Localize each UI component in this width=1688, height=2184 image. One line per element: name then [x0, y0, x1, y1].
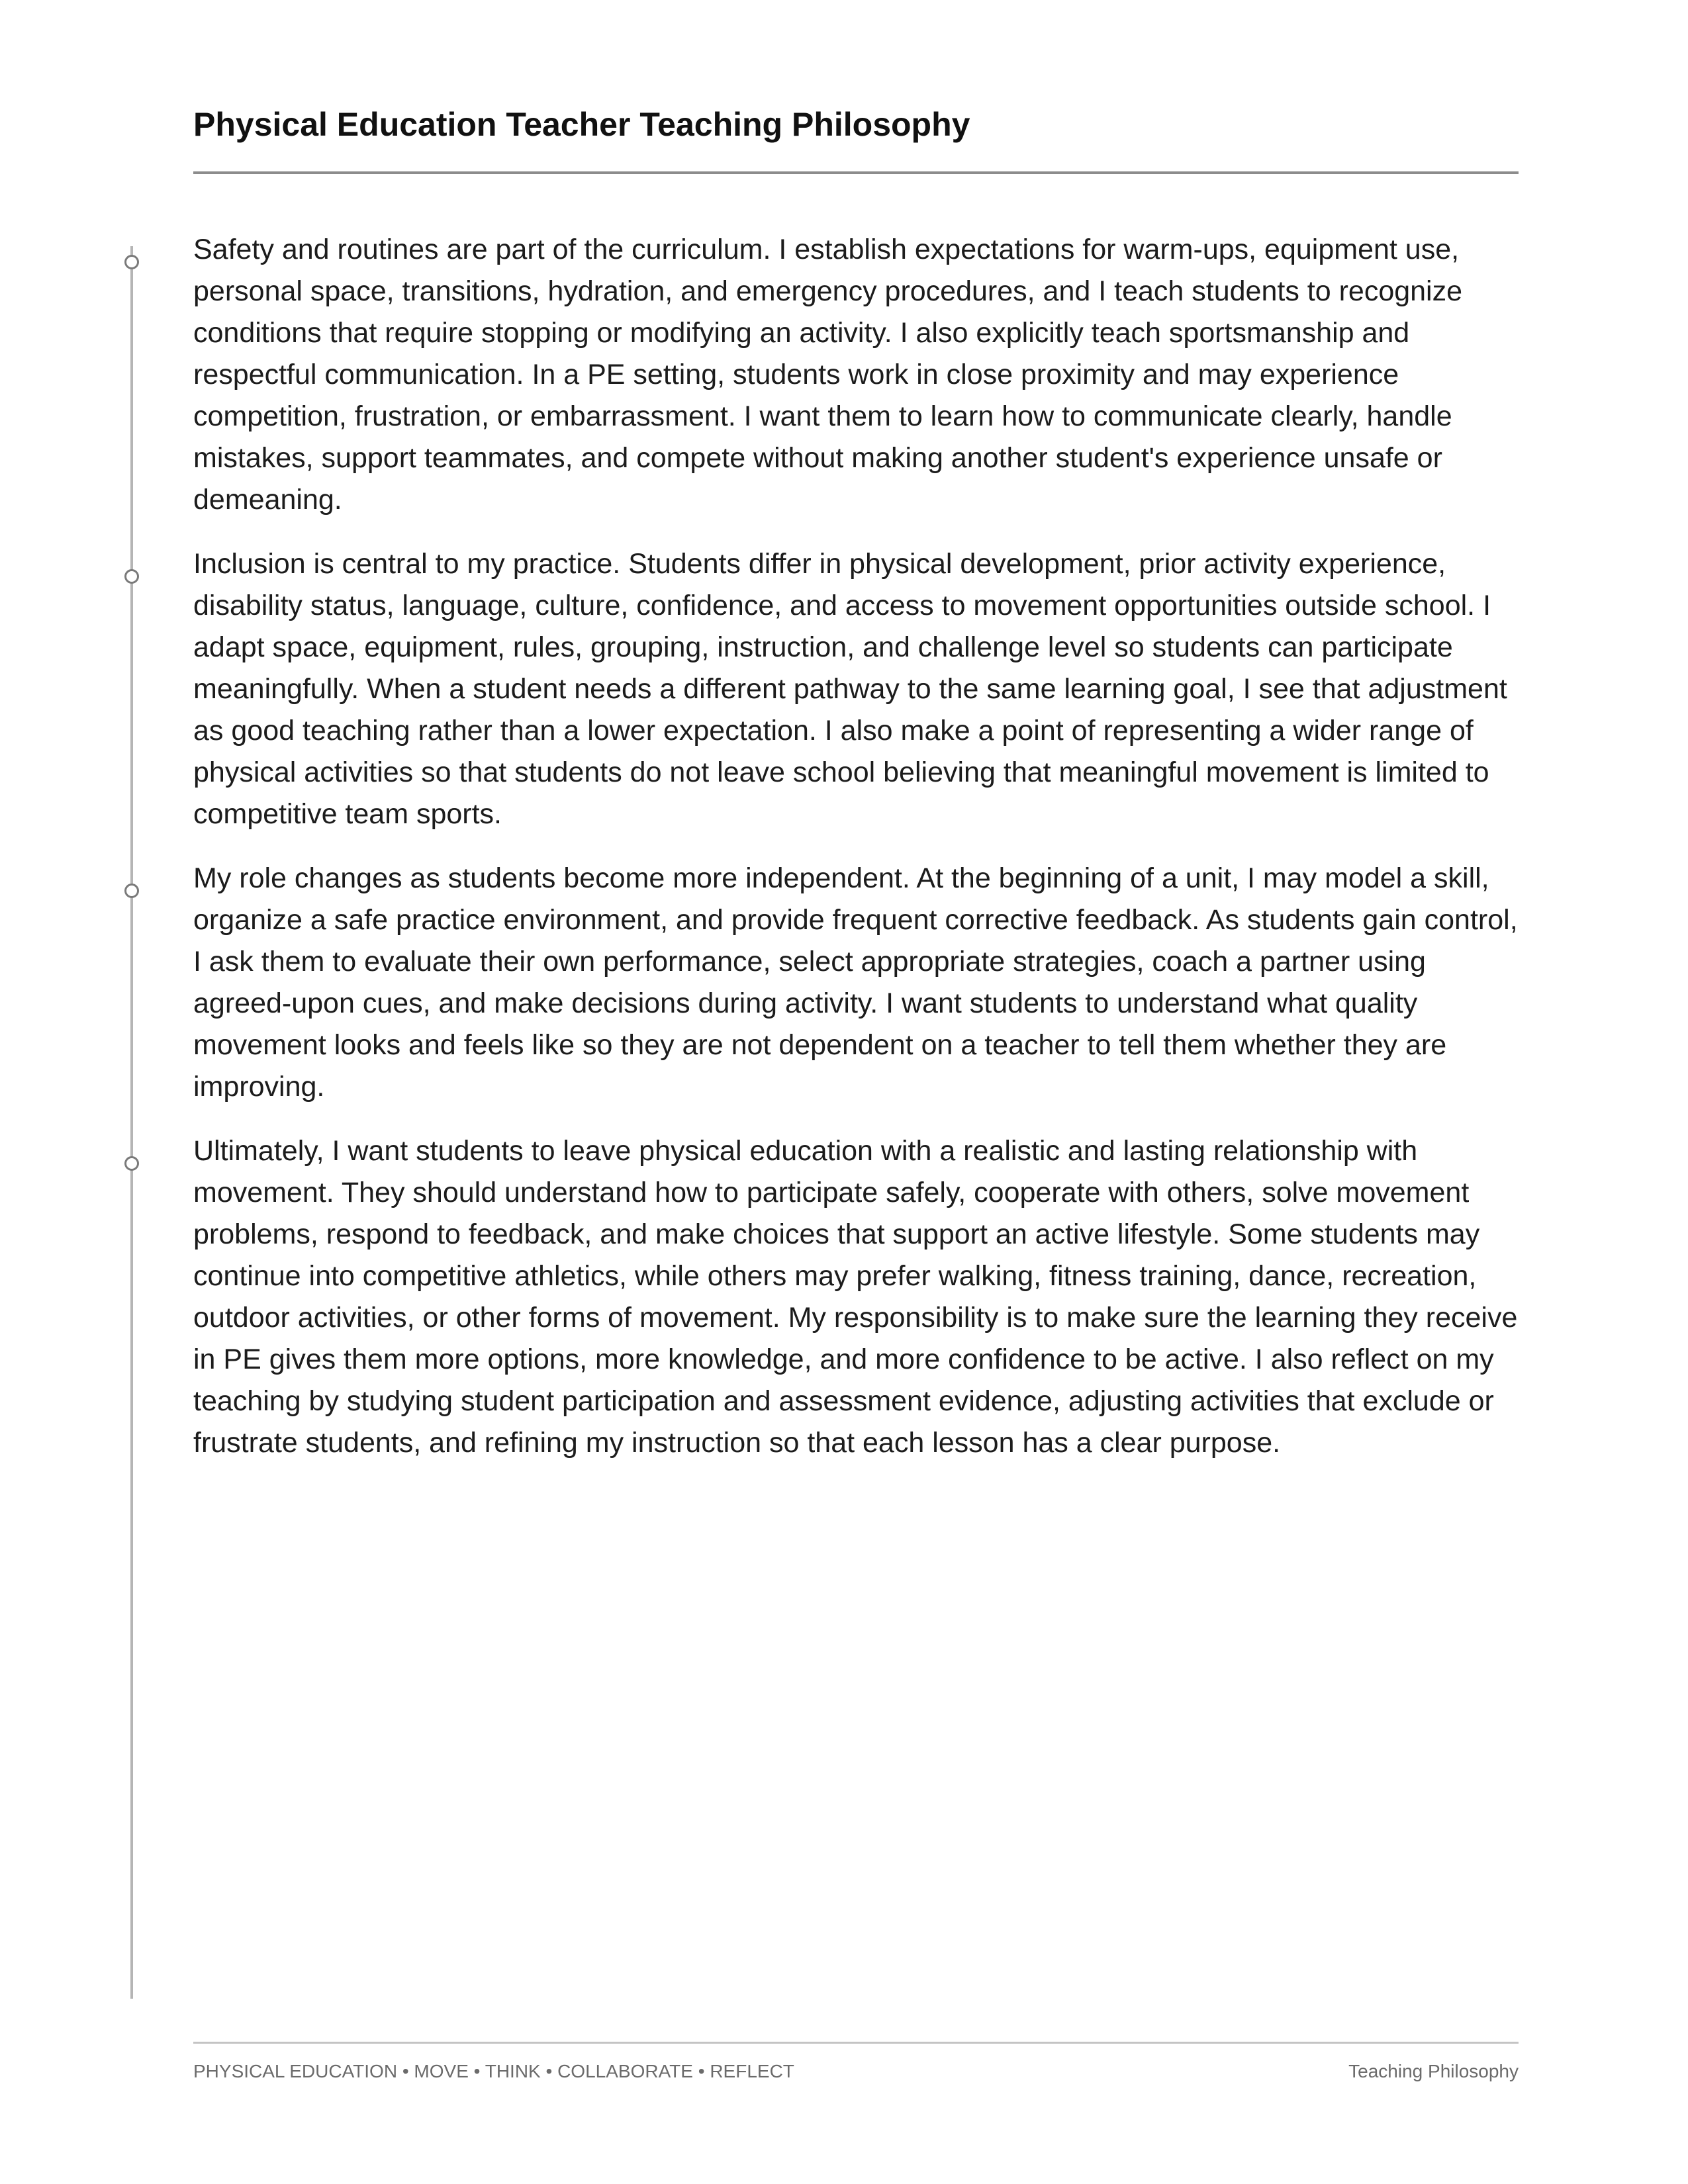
- title-divider: [193, 171, 1519, 174]
- document-body: [193, 229, 1519, 1486]
- timeline-line: [130, 246, 133, 1999]
- footer-divider: [193, 2042, 1519, 2044]
- paragraph-inclusion: Inclusion is central to my practice. Students differ in physical development, prior activity experience, disability status, language, culture, confidence, and access to movement opportunities outside school. I adapt space, equipment, rules, grouping, instruction, and challenge level so students can participate meaningfully. When a student needs a different pathway to the same learning goal, I see that adjustment as good teaching rather than a lower expectation. I also make a point of representing a wider range of physical activities so that students do not leave school believing that meaningful movement is limited to competitive team sports.: [193, 548, 1507, 830]
- paragraph-ultimate-goal: Ultimately, I want students to leave physical education with a realistic and lasting relationship with movement. They should understand how to participate safely, cooperate with others, solve movement problems, respond to feedback, and make choices that support an active lifestyle. Some students may continue into competitive athletics, while others may prefer walking, fitness training, dance, recreation, outdoor activities, or other forms of movement. My responsibility is to make sure the learning they receive in PE gives them more options, more knowledge, and more confidence to be active. I also reflect on my teaching by studying student participation and assessment evidence, adjusting activities that exclude or frustrate students, and refining my instruction so that each lesson has a clear purpose.: [193, 1135, 1518, 1459]
- timeline-node-icon: [124, 255, 139, 269]
- timeline-node-icon: [124, 569, 139, 584]
- page-title: Physical Education Teacher Teaching Philosophy: [193, 106, 970, 143]
- timeline-node-icon: [124, 884, 139, 898]
- timeline-node-icon: [124, 1156, 139, 1171]
- paragraph-safety-routines: Safety and routines are part of the curriculum. I establish expectations for warm-ups, equipment use, personal space, transitions, hydration, and emergency procedures, and I teach students to recognize conditions that require stopping or modifying an activity. I also explicitly teach sportsmanship and respectful communication. In a PE setting, students work in close proximity and may experience competition, frustration, or embarrassment. I want them to learn how to communicate clearly, handle mistakes, support teammates, and compete without making another student's experience unsafe or demeaning.: [193, 234, 1463, 516]
- footer-section-label: Teaching Philosophy: [1348, 2061, 1519, 2081]
- paragraph-teacher-role: My role changes as students become more independent. At the beginning of a unit, I may model a skill, organize a safe practice environment, and provide frequent corrective feedback. As students gain control, I ask them to evaluate their own performance, select appropriate strategies, coach a partner using agreed-upon cues, and make decisions during activity. I want students to understand what quality movement looks and feels like so they are not dependent on a teacher to tell them whether they are improving.: [193, 862, 1518, 1103]
- footer-tagline: PHYSICAL EDUCATION • MOVE • THINK • COLLABORATE • REFLECT: [193, 2061, 794, 2081]
